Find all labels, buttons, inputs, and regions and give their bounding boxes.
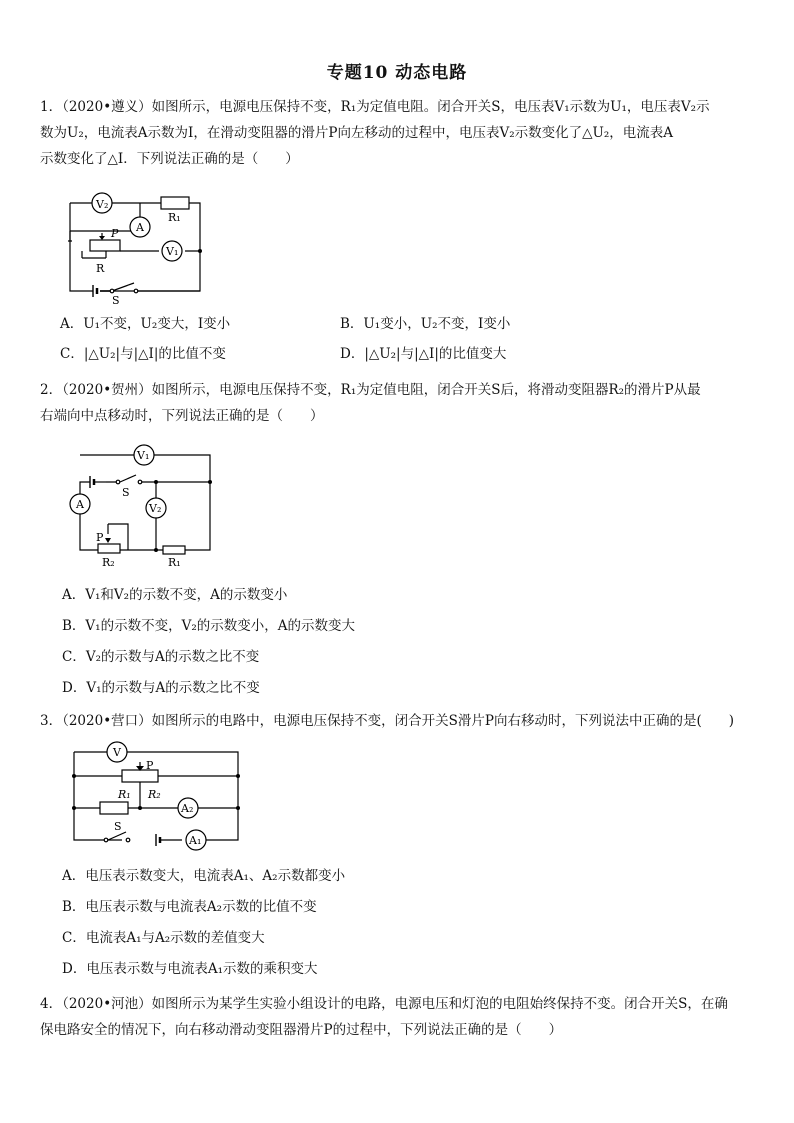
label-s: S	[112, 294, 120, 305]
question-2-option-a: A．V₁和V₂的示数不变，A的示数变小	[62, 587, 288, 603]
question-2-line-1: 2．（2020•贺州）如图所示，电源电压保持不变，R₁为定值电阻，闭合开关S后，将滑动变阻器R₂的滑片P从最	[40, 382, 701, 398]
question-4-line-2: 保电路安全的情况下，向右移动滑动变阻器滑片P的过程中，下列说法正确的是（ ）	[40, 1022, 563, 1038]
question-1-line-1: 1．（2020•遵义）如图所示，电源电压保持不变，R₁为定值电阻。闭合开关S，电压表V₁示数为U₁，电压表V₂示	[40, 99, 710, 115]
label-a2: A₂	[181, 802, 194, 815]
question-4-line-1: 4．（2020•河池）如图所示为某学生实验小组设计的电路，电源电压和灯泡的电阻始终保持不变。闭合开关S，在确	[40, 996, 728, 1012]
page-title: 专题10 动态电路	[326, 63, 468, 83]
circuit-diagram-1	[60, 185, 220, 305]
resistor-r1	[163, 546, 185, 554]
resistor-r1	[161, 197, 189, 209]
question-1-line-2: 数为U₂，电流表A示数为I，在滑动变阻器的滑片P向左移动的过程中，电压表V₂示数变化了△U₂，电流表A	[40, 125, 674, 141]
label-a: A	[76, 498, 84, 511]
question-2-option-d: D．V₁的示数与A的示数之比不变	[62, 680, 260, 696]
label-r1: R₁	[168, 556, 181, 569]
label-p: P	[146, 759, 154, 772]
question-3-option-d: D．电压表示数与电流表A₁示数的乘积变大	[62, 961, 318, 977]
rheostat-r	[90, 240, 120, 251]
label-v1: V₁	[137, 449, 150, 462]
label-v2: V₂	[149, 502, 162, 515]
rheostat-r2	[98, 544, 120, 553]
label-v1: V₁	[166, 245, 179, 258]
label-a: A	[136, 221, 144, 234]
label-r1: R₁	[118, 788, 131, 801]
label-p: P	[96, 531, 104, 544]
question-1-option-d: D．|△U₂|与|△I|的比值变大	[340, 346, 507, 362]
question-2-option-c: C．V₂的示数与A的示数之比不变	[62, 649, 260, 665]
question-1-option-b: B．U₁变小，U₂不变，I变小	[340, 316, 511, 332]
circuit-diagram-2	[60, 440, 230, 575]
label-a1: A₁	[189, 834, 202, 847]
label-v2: V₂	[96, 198, 109, 211]
label-r1: R₁	[168, 211, 181, 224]
question-1-option-a: A．U₁不变，U₂变大，I变小	[60, 316, 231, 332]
resistor-r1	[100, 802, 128, 814]
question-1-line-3: 示数变化了△I．下列说法正确的是（ ）	[40, 151, 299, 167]
question-3-option-c: C．电流表A₁与A₂示数的差值变大	[62, 930, 265, 946]
question-2-line-2: 右端向中点移动时，下列说法正确的是（ ）	[40, 408, 324, 424]
label-r: R	[96, 262, 105, 275]
label-s: S	[122, 486, 130, 499]
question-1-option-c: C．|△U₂|与|△I|的比值不变	[60, 346, 226, 362]
label-s: S	[114, 820, 122, 833]
question-3-option-a: A．电压表示数变大，电流表A₁、A₂示数都变小	[62, 868, 346, 884]
question-3-line-1: 3．（2020•营口）如图所示的电路中，电源电压保持不变，闭合开关S滑片P向右移动时，下列说法中正确的是( )	[40, 713, 735, 729]
label-r2: R₂	[148, 788, 161, 801]
label-v: V	[113, 746, 121, 759]
label-r2: R₂	[102, 556, 115, 569]
question-3-option-b: B．电压表示数与电流表A₂示数的比值不变	[62, 899, 317, 915]
circuit-diagram-3	[62, 738, 252, 853]
question-2-option-b: B．V₁的示数不变，V₂的示数变小，A的示数变大	[62, 618, 355, 634]
label-p: P	[111, 227, 119, 240]
